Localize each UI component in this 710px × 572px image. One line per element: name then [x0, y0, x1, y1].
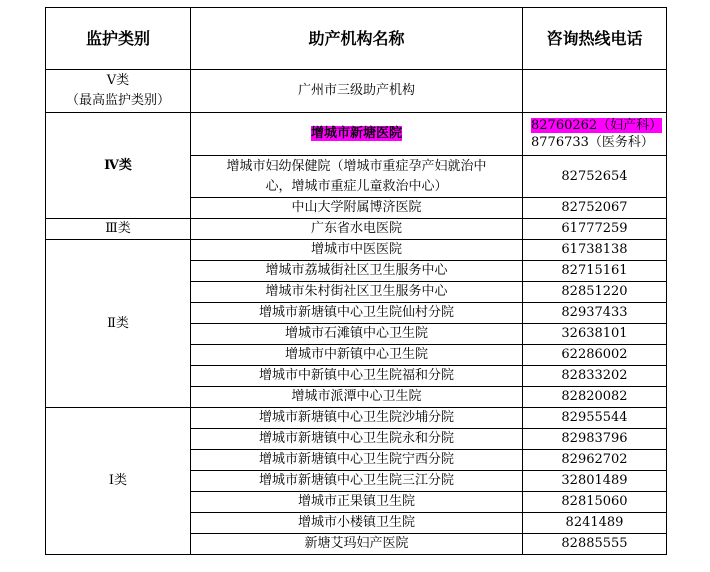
header-category: 监护类别	[46, 8, 191, 70]
table-row	[46, 219, 667, 240]
phone-cell: 61777259	[523, 219, 667, 240]
category-1-label: Ⅰ类	[46, 408, 191, 555]
category-5-note: （最高监护类别）	[65, 93, 170, 108]
category-2-label: Ⅱ类	[46, 240, 191, 408]
category-5-label: Ⅴ类	[106, 73, 130, 88]
phone-secondary: 8776733（医务科）	[531, 135, 654, 150]
phone-cell	[523, 113, 667, 156]
institution-cell: 增城市小楼镇卫生院	[191, 513, 523, 534]
institution-cell: 增城市中医医院	[191, 240, 523, 261]
phone-cell: 82820082	[523, 387, 667, 408]
phone-cell: 32801489	[523, 471, 667, 492]
category-4-label: Ⅳ类	[46, 113, 191, 219]
institution-cell: 新塘艾玛妇产医院	[191, 534, 523, 555]
phone-cell: 82833202	[523, 366, 667, 387]
header-hotline: 咨询热线电话	[523, 8, 667, 70]
institution-cell: 广东省水电医院	[191, 219, 523, 240]
institution-cell	[191, 156, 523, 198]
phone-cell: 82983796	[523, 429, 667, 450]
institution-cell: 中山大学附属博济医院	[191, 198, 523, 219]
phone-cell: 82937433	[523, 303, 667, 324]
phone-cell: 82851220	[523, 282, 667, 303]
institution-cell: 增城市新塘镇中心卫生院宁西分院	[191, 450, 523, 471]
institution-cell: 增城市正果镇卫生院	[191, 492, 523, 513]
table-row	[46, 113, 667, 156]
phone-cell: 82715161	[523, 261, 667, 282]
institution-cell	[191, 113, 523, 156]
institution-cell: 增城市新塘镇中心卫生院三江分院	[191, 471, 523, 492]
institution-cell: 广州市三级助产机构	[191, 70, 523, 113]
institution-name-line1: 增城市妇幼保健院（增城市重症孕产妇就治中	[226, 158, 487, 174]
phone-cell: 82815060	[523, 492, 667, 513]
phone-cell: 82962702	[523, 450, 667, 471]
institution-cell: 增城市新塘镇中心卫生院永和分院	[191, 429, 523, 450]
header-row	[46, 8, 667, 70]
table-row	[46, 408, 667, 429]
institution-cell: 增城市中新镇中心卫生院	[191, 345, 523, 366]
institution-name-highlighted: 增城市新塘医院	[310, 126, 402, 141]
category-3-label: Ⅲ类	[46, 219, 191, 240]
header-institution: 助产机构名称	[191, 8, 523, 70]
phone-cell: 82752654	[523, 156, 667, 198]
institution-cell: 增城市石滩镇中心卫生院	[191, 324, 523, 345]
phone-cell: 82885555	[523, 534, 667, 555]
phone-cell: 62286002	[523, 345, 667, 366]
row-cat5	[46, 70, 667, 113]
institution-cell: 增城市新塘镇中心卫生院沙埔分院	[191, 408, 523, 429]
institution-name-line2: 心，增城市重症儿童救治中心）	[265, 178, 448, 194]
phone-highlighted: 82760262（妇产科）	[531, 118, 663, 133]
phone-cell: 82955544	[523, 408, 667, 429]
institution-cell: 增城市朱村街社区卫生服务中心	[191, 282, 523, 303]
category-5-cell	[46, 70, 191, 113]
phone-cell: 61738138	[523, 240, 667, 261]
institution-cell: 增城市荔城街社区卫生服务中心	[191, 261, 523, 282]
table-row	[46, 240, 667, 261]
phone-cell: 82752067	[523, 198, 667, 219]
phone-cell: 32638101	[523, 324, 667, 345]
monitoring-table	[45, 7, 667, 555]
institution-cell: 增城市新塘镇中心卫生院仙村分院	[191, 303, 523, 324]
institution-cell: 增城市派潭中心卫生院	[191, 387, 523, 408]
phone-cell	[523, 70, 667, 113]
institution-cell: 增城市中新镇中心卫生院福和分院	[191, 366, 523, 387]
phone-cell: 8241489	[523, 513, 667, 534]
